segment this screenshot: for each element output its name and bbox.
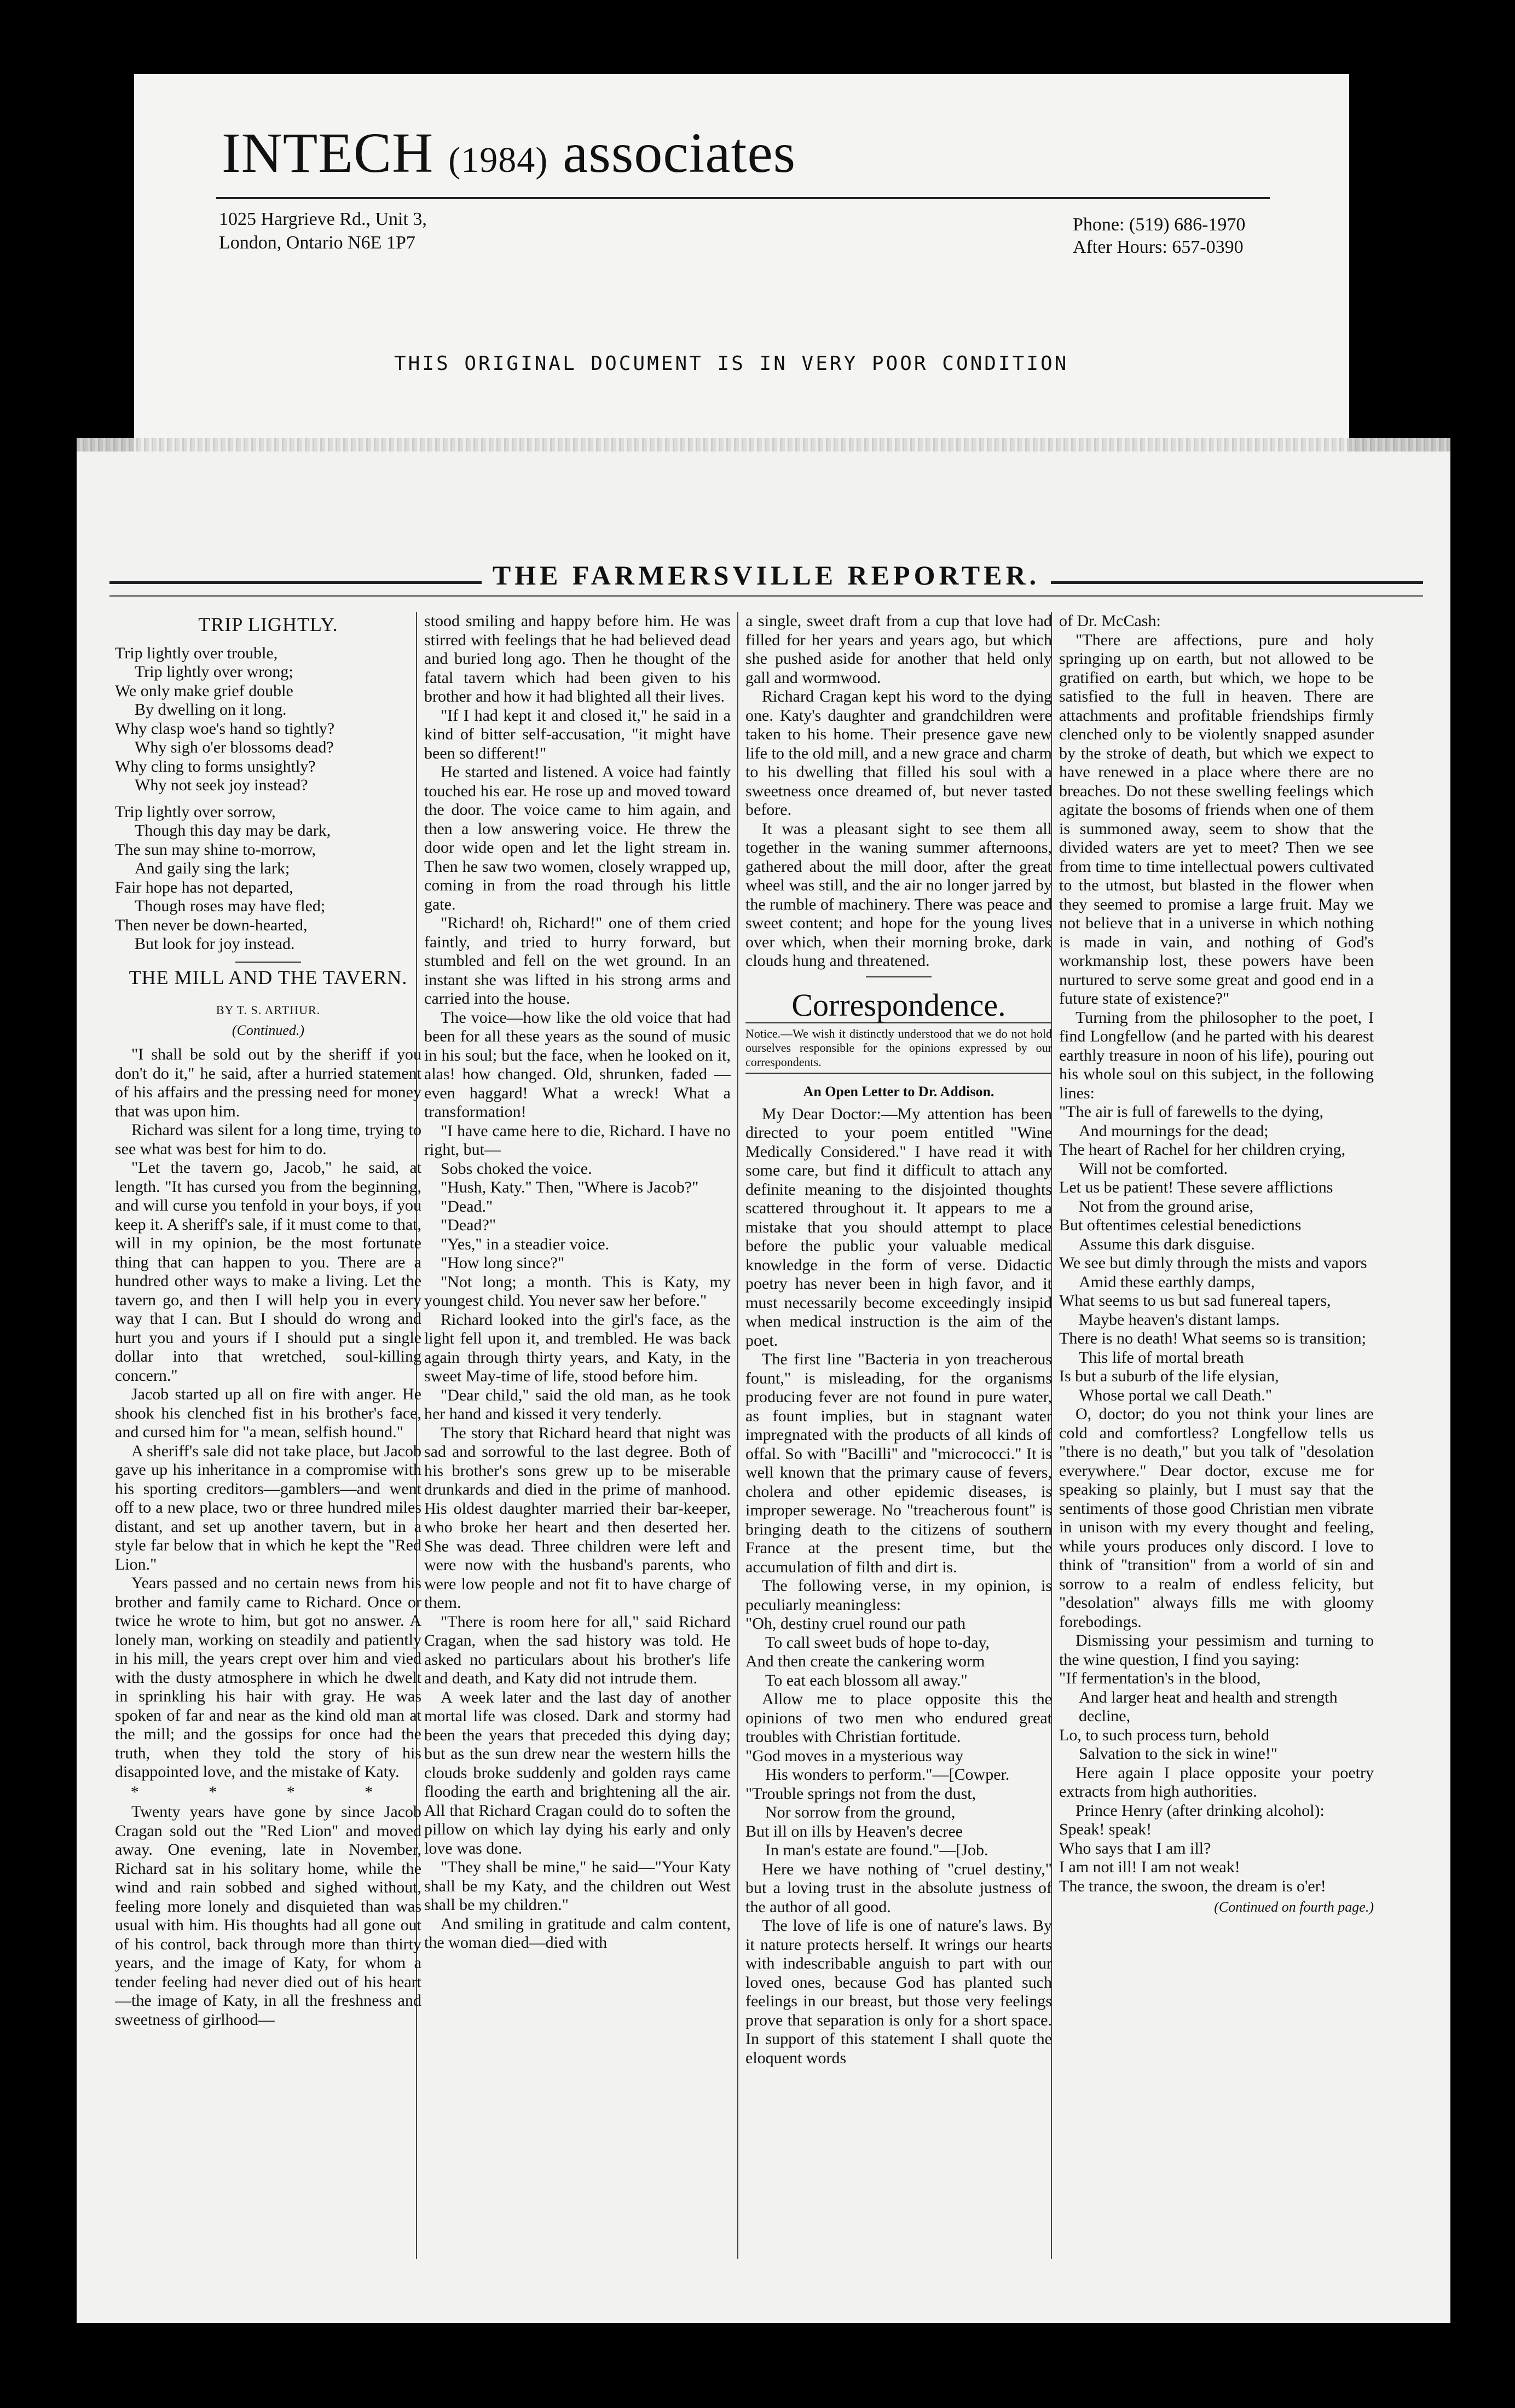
newspaper-masthead — [109, 559, 1423, 591]
poem-line: Why clasp woe's hand so tightly? — [115, 719, 335, 738]
poem-line: Then never be down-hearted, — [115, 916, 308, 934]
paragraph: a single, sweet draft from a cup that love had filled for her years and years ago, but which she pushed aside for another that held only gall and wormwood. — [745, 612, 1052, 687]
paragraph: Richard was silent for a long time, trying to see what was best for him to do. — [115, 1121, 421, 1158]
correspondence-notice: Notice.—We wish it distinctly understood that we do not hold ourselves responsible for the opinions expressed by our correspondents. — [745, 1022, 1052, 1074]
paragraph: "There are affections, pure and holy springing up on earth, but not allowed to be gratified on earth, but which, we hope to be satisfied to the full in heaven. There are attachments and profitable friendships firmly clenched only to be violently snapped asunder by the stroke of death, but which we expect to have renewed in a place where there are no breaches. Do not these swelling feelings which agitate the bosoms of friends when one of them is summoned away, seem to show that the divided waters are yet to meet? Then we see from time to time intellectual powers cultivated to the utmost, but blasted in the flower when they seemed to promise a large fruit. May we not believe that in a universe in which nothing is made in vain, and nothing of God's workmanship lost, these powers have been nurtured to serve some great and good end in a future state of existence?" — [1059, 630, 1374, 1008]
paragraph: Turning from the philosopher to the poet, I find Longfellow (and he parted with his dearest earthly treasure in noon of his life), pouring out his whole soul on this subject, in the following lines: — [1059, 1008, 1374, 1102]
company-suffix: associates — [563, 121, 796, 184]
letter-text-col3-b — [745, 1690, 1052, 1747]
paragraph: And smiling in gratitude and calm content, the woman died—died with — [424, 1914, 731, 1952]
poem-line: Trip lightly over trouble, — [115, 644, 278, 662]
verse-line: "If fermentation's in the blood, — [1059, 1669, 1261, 1687]
address-line-2: London, Ontario N6E 1P7 — [219, 233, 415, 253]
verse-line: Will not be comforted. — [1079, 1159, 1228, 1178]
paragraph: Twenty years have gone by since Jacob Cragan sold out the "Red Lion" and moved away. One evening, late in November, Richard sat in his solitary home, while the wind and rain sobbed and sighed without, feeling more lonely and disquieted than was usual with him. His thoughts had all gone out of his control, back through more than thirty years, and the image of Katy, for whom a tender feeling had never died out of his heart—the image of Katy, in all the freshness and sweetness of girlhood— — [115, 1803, 421, 2029]
verse-line: Let us be patient! These severe afflictions — [1059, 1178, 1333, 1196]
poem-line: Though this day may be dark, — [135, 821, 331, 840]
paragraph: "If I had kept it and closed it," he said in a kind of bitter self-accusation, "it might have been so different!" — [424, 706, 731, 762]
verse-line: To call sweet buds of hope to-day, — [765, 1633, 990, 1652]
verse-line: To eat each blossom all away." — [765, 1671, 968, 1689]
verse-line: Salvation to the sick in wine!" — [1079, 1745, 1278, 1763]
company-name-main: INTECH — [222, 121, 434, 184]
poem-line: And gaily sing the lark; — [135, 859, 290, 877]
poem-line: But look for joy instead. — [135, 935, 295, 953]
column-2 — [424, 612, 731, 2265]
story-text-col1-b — [115, 1803, 421, 2029]
column-4 — [1059, 612, 1374, 2265]
masthead-title: THE FARMERSVILLE REPORTER. — [482, 560, 1051, 591]
verse-line: Not from the ground arise, — [1079, 1197, 1254, 1215]
paragraph: Here we have nothing of "cruel destiny," but a loving trust in the absolute justness of the author of all good. — [745, 1860, 1052, 1916]
condition-notice: THIS ORIGINAL DOCUMENT IS IN VERY POOR CONDITION — [394, 352, 1069, 375]
story-text-col3 — [745, 612, 1052, 971]
verse-line: Amid these earthly damps, — [1079, 1272, 1255, 1291]
verse-line: The trance, the swoon, the dream is o'er! — [1059, 1877, 1326, 1895]
paragraph: Here again I place opposite your poetry extracts from high authorities. — [1059, 1763, 1374, 1801]
story-text-col1 — [115, 1045, 421, 1782]
poem-stanza-1 — [115, 644, 421, 795]
paragraph: Richard looked into the girl's face, as the light fell upon it, and trembled. He was back again through thirty years, and Katy, in the sweet May-time of life, stood before him. — [424, 1310, 731, 1385]
verse-line: His wonders to perform."—[Cowper. — [765, 1766, 1010, 1784]
verse-line: The heart of Rachel for her children crying, — [1059, 1141, 1346, 1159]
poem-line: Why sigh o'er blossoms dead? — [135, 738, 334, 756]
header-rule — [216, 197, 1270, 199]
paragraph: "Dead?" — [441, 1216, 496, 1234]
paragraph: Prince Henry (after drinking alcohol): — [1075, 1801, 1325, 1820]
section-stars: * * * * — [130, 1782, 406, 1801]
verse-line: In man's estate are found."—[Job. — [765, 1841, 988, 1859]
paragraph: Richard Cragan kept his word to the dying one. Katy's daughter and grandchildren were taken to his home. Their presence gave new life to the old mill, and a new grace and charm to his dwelling that filled his soul with a sweetness once dreamed of, but never tasted before. — [745, 687, 1052, 819]
paragraph: "Dead." — [441, 1197, 493, 1215]
verse-line: But oftentimes celestial benedictions — [1059, 1216, 1302, 1234]
verse-line: "God moves in a mysterious way — [745, 1746, 964, 1765]
paragraph: "They shall be mine," he said—"Your Katy shall be my Katy, and the children out West shall be my children." — [424, 1858, 731, 1914]
paragraph: The following verse, in my opinion, is peculiarly meaningless: — [745, 1577, 1052, 1614]
column-1 — [115, 612, 421, 2265]
poem-line: Why not seek joy instead? — [135, 776, 308, 794]
column-3 — [745, 612, 1052, 2265]
after-hours-number: After Hours: 657-0390 — [1073, 237, 1244, 257]
paragraph: "Richard! oh, Richard!" one of them cried faintly, and tried to hurry forward, but stumbled and fell on the wet ground. In an instant she was lifted in his strong arms and carried into the house. — [424, 914, 731, 1008]
verse-line: There is no death! What seems so is transition; — [1059, 1329, 1366, 1347]
verse-line: Nor sorrow from the ground, — [765, 1803, 956, 1821]
poem-line: Trip lightly over wrong; — [135, 663, 293, 681]
verse-line: We see but dimly through the mists and vapors — [1059, 1254, 1367, 1272]
paragraph: Dismissing your pessimism and turning to the wine question, I find you saying: — [1059, 1631, 1374, 1669]
verse-line: But ill on ills by Heaven's decree — [745, 1822, 963, 1840]
letter-text-col3 — [745, 1105, 1052, 1615]
story-title: THE MILL AND THE TAVERN. — [129, 966, 408, 988]
paragraph: O, doctor; do you not think your lines are cold and comfortless? Longfellow tells us "there is no death," but you talk of "desolation everywhere." Dear doctor, excuse me for speaking so plainly, but I must say that the sentiments of those good Christian men vibrate in unison with my every thought and feeling, while yours produces only discord. I love to think of "transition" from a world of sin and sorrow to a realm of endless felicity, but "desolation" always fills me with gloomy forebodings. — [1059, 1405, 1374, 1631]
paragraph: My Dear Doctor:—My attention has been directed to your poem entitled "Wine Medically Considered." I have read it with some care, but find it difficult to attach any definite meaning to the disjointed thoughts scattered throughout it. It appears to me a mistake that you should attempt to place before the public your valuable medical knowledge in the form of verse. Didactic poetry has never been in high favor, and it must necessarily become exceedingly insipid when medical instruction is the aim of the poet. — [745, 1104, 1052, 1350]
verse-line: Speak! speak! — [1059, 1820, 1152, 1838]
paragraph: Jacob started up all on fire with anger. He shook his clenched fist in his brother's face, and cursed him for "a mean, selfish hound." — [115, 1385, 421, 1441]
paragraph: "Dear child," said the old man, as he took her hand and kissed it very tenderly. — [424, 1386, 731, 1423]
verse-line: And larger heat and health and strength decline, — [1079, 1688, 1338, 1725]
company-year: (1984) — [448, 140, 548, 180]
letter-title: An Open Letter to Dr. Addison. — [803, 1084, 994, 1099]
section-divider — [235, 962, 301, 963]
paragraph: "How long since?" — [441, 1254, 565, 1272]
poem-line: Why cling to forms unsightly? — [115, 757, 316, 775]
paragraph: He started and listened. A voice had faintly touched his ear. He rose up and moved toward the door. The voice came to him again, and then a low answering voice. He threw the door wide open and let the light stream in. Then he saw two women, closely wrapped up, coming in from the road through his little gate. — [424, 763, 731, 913]
paragraph: Allow me to place opposite this the opinions of two men who endured great troubles with Christian fortitude. — [745, 1690, 1052, 1746]
poem-line: Trip lightly over sorrow, — [115, 802, 276, 821]
verse-5 — [1059, 1820, 1374, 1896]
paragraph: "I shall be sold out by the sheriff if you don't do it," he said, after a hurried statement of his affairs and the pressing need for money that was upon him. — [115, 1045, 421, 1120]
paragraph: "Not long; a month. This is Katy, my youngest child. You never saw her before." — [424, 1272, 731, 1310]
verse-2 — [745, 1747, 1052, 1860]
poem-line: We only make grief double — [115, 681, 293, 700]
paragraph: "I have came here to die, Richard. I have no right, but— — [424, 1121, 731, 1159]
letter-intro-col4: of Dr. McCash: — [1059, 612, 1161, 630]
paragraph: The story that Richard heard that night was sad and sorrowful to the last degree. Both of his brother's sons grew up to be miserable drunkards and died in the prime of manhood. His oldest daughter married their bar-keeper, who broke her heart and then deserted her. She was dead. Three children were left and were now with the husband's parents, who were low people and not fit to have charge of them. — [424, 1423, 731, 1612]
paragraph: "Yes," in a steadier voice. — [441, 1235, 610, 1253]
letter-text-col4 — [1059, 631, 1374, 1103]
verse-line: What seems to us but sad funereal tapers, — [1059, 1292, 1331, 1310]
poem-stanza-2 — [115, 803, 421, 954]
paragraph: "There is room here for all," said Richard Cragan, when the sad history was told. He asked no particulars about his brother's life and death, and Katy did not intrude them. — [424, 1612, 731, 1687]
verse-line: Assume this dark disguise. — [1079, 1235, 1255, 1253]
paragraph: "Let the tavern go, Jacob," he said, at length. "It has cursed you from the beginning, and will curse you tenfold in your boys, if you keep it. A sheriff's sale, if it must come to that, will in my opinion, be the most fortunate thing that can happen to you. There are a hundred other ways to make a living. Let the tavern go, and then I will help you in every way that I can. But I should do wrong and hurt you and yours if I should put a single dollar into that wretched, soul-killing concern." — [115, 1159, 421, 1385]
paragraph: A week later and the last day of another mortal life was closed. Dark and stormy had been the years that preceded this dying day; but as the sun drew near the western hills the clouds broke suddenly and golden rays came flooding the earth and brightening all the air. All that Richard Cragan could do to soften the pillow on which lay dying his early and only love was done. — [424, 1688, 731, 1857]
poem-title: TRIP LIGHTLY. — [198, 613, 338, 635]
verse-line: And mournings for the dead; — [1079, 1121, 1269, 1140]
correspondence-title: Correspondence. — [791, 987, 1006, 1023]
verse-4 — [1059, 1669, 1374, 1764]
poem-line: By dwelling on it long. — [135, 701, 287, 719]
verse-line: "Oh, destiny cruel round our path — [745, 1614, 966, 1633]
story-byline: BY T. S. ARTHUR. — [216, 1003, 321, 1017]
letter-text-col4-c — [1059, 1764, 1374, 1821]
story-text-col2 — [424, 612, 731, 1953]
paragraph: It was a pleasant sight to see them all together in the waning summer afternoons, gathered about the mill door, after the great wheel was still, and the air no longer jarred by the rumble of machinery. There was peace and sweet content; and hope for the young lives over which, when their morning broke, dark clouds hung and threatened. — [745, 819, 1052, 970]
verse-line: Lo, to such process turn, behold — [1059, 1726, 1270, 1744]
phone-number: Phone: (519) 686-1970 — [1073, 215, 1246, 235]
verse-line: Is but a suburb of the life elysian, — [1059, 1367, 1279, 1385]
verse-line: I am not ill! I am not weak! — [1059, 1858, 1240, 1876]
verse-line: Who says that I am ill? — [1059, 1839, 1211, 1857]
verse-line: And then create the cankering worm — [745, 1652, 985, 1670]
story-continued: (Continued.) — [232, 1022, 305, 1038]
verse-line: Maybe heaven's distant lamps. — [1079, 1310, 1280, 1329]
poem-line: Though roses may have fled; — [135, 897, 326, 915]
verse-3 — [1059, 1103, 1374, 1405]
verse-line: This life of mortal breath — [1079, 1348, 1244, 1367]
verse-1 — [745, 1614, 1052, 1690]
paragraph: Sobs choked the voice. — [441, 1159, 592, 1178]
paragraph: The love of life is one of nature's laws. By it nature protects herself. It wrings our hearts with indescribable anguish to part with our loved ones, because God has planted such feelings in our breast, but those very feelings prove that separation is only for a short space. In support of this statement I shall quote the eloquent words — [745, 1917, 1052, 2067]
masthead-rule-thin — [109, 595, 1423, 597]
verse-line: Whose portal we call Death." — [1079, 1386, 1272, 1404]
column-rule — [737, 612, 738, 2259]
paragraph: The first line "Bacteria in yon treacherous fount," is misleading, for the organisms producing fever are not found in pure water, as fount implies, but in stagnant water impregnated with the products of all kinds of offal. So with "Bacilli" and "micrococci." It is well known that the primary cause of fevers, cholera and other epidemic diseases, is improper sewerage. No "treacherous fount" is bringing death to the citizens of southern France at the present time, but the accumulation of filth and dirt is. — [745, 1350, 1052, 1576]
verse-line: "The air is full of farewells to the dying, — [1059, 1103, 1323, 1121]
paragraph: "Hush, Katy." Then, "Where is Jacob?" — [441, 1178, 699, 1196]
paragraph: stood smiling and happy before him. He was stirred with feelings that he had believed dead and buried long ago. Then he thought of the fatal tavern which had been given to his brother and how it had blighted all their lives. — [424, 612, 731, 705]
paragraph: A sheriff's sale did not take place, but Jacob gave up his inheritance in a compromise with his sporting creditors—gamblers—and went off to a new place, two or three hundred miles distant, and set up another tavern, but in a style far below that in which he kept the "Red Lion." — [115, 1442, 421, 1573]
paragraph: Years passed and no certain news from his brother and family came to Richard. Once or twice he wrote to him, but got no answer. A lonely man, working on steadily and patiently in his mill, the years crept over him and vied with the dusty atmosphere in which he dwelt in sprinkling his hair with gray. He was spoken of far and near as the kind old man at the mill; and the gossips for once had the truth, when they told the story of his disappointed love, and the mistake of Katy. — [115, 1574, 421, 1781]
address-line-1: 1025 Hargrieve Rd., Unit 3, — [219, 209, 427, 229]
verse-line: "Trouble springs not from the dust, — [745, 1784, 976, 1803]
poem-line: Fair hope has not departed, — [115, 878, 293, 896]
letter-text-col3-c — [745, 1860, 1052, 2068]
company-name — [222, 121, 796, 184]
poem-line: The sun may shine to-morrow, — [115, 840, 316, 859]
paragraph: The voice—how like the old voice that had been for all these years as the sound of music in his soul; but the face, when he looked on it, alas! how changed. Old, shrunken, faded —even haggard! What a wreck! What a transformation! — [424, 1008, 731, 1121]
letter-text-col4-b — [1059, 1405, 1374, 1669]
section-divider — [866, 976, 932, 977]
continued-note: (Continued on fourth page.) — [1214, 1899, 1374, 1915]
